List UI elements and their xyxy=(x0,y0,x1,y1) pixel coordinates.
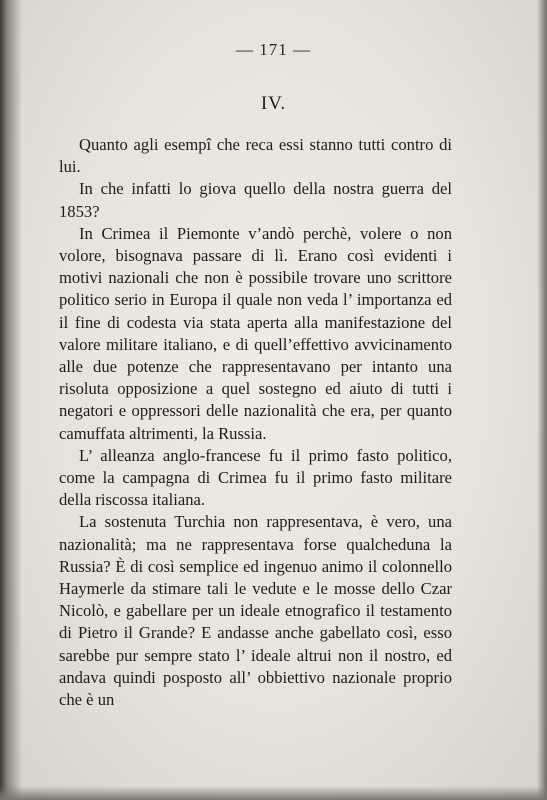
paragraph: L’ alleanza anglo-francese fu il primo fasto politico, come la campagna di Crimea fu il primo fasto militare della riscossa italiana. xyxy=(59,445,452,510)
page-number: — 171 — xyxy=(236,40,311,59)
page-bottom-shadow xyxy=(0,786,547,800)
paragraph: In che infatti lo giova quello della nostra guerra del 1853? xyxy=(59,179,452,221)
binding-shadow xyxy=(0,0,22,800)
paragraph: Quanto agli esempî che reca essi stanno tutti contro di lui. xyxy=(59,135,452,177)
page-edge-shadow xyxy=(537,0,547,800)
paragraph: La sostenuta Turchia non rappresentava, è vero, una nazionalità; ma ne rappresentava forse qualcheduna la Russia? È di così semplice ed ingenuo animo il colonnello Haymerle da stimare tali le vedute e le mosse dello Czar Nicolò, e gabellare per un ideale etnografico il testamento di Pietro il Grande? E andasse anche gabellato così, esso sarebbe pur sempre stato l’ ideale altrui non il nostro, ed andava quindi posposto all’ obbiettivo nazionale proprio che è un xyxy=(59,512,452,710)
paragraph: In Crimea il Piemonte v’andò perchè, volere o non volore, bisognava passare di lì. Erano così evidenti i motivi nazionali che non è possibile trovare uno scrittore politico serio in Europa il quale non veda l’ importanza ed il fine di codesta via stata aperta alla manifestazione del valore militare italiano, e di quell’effettivo avvicinamento alle due potenze che rappresentavano per intanto una risoluta opposizione a quel sostegno ed aiuto di tutti i negatori e oppressori delle nazionalità che era, per quanto camuffata altrimenti, la Russia. xyxy=(59,223,452,443)
chapter-heading: IV. xyxy=(260,93,287,114)
body-text xyxy=(59,134,452,711)
